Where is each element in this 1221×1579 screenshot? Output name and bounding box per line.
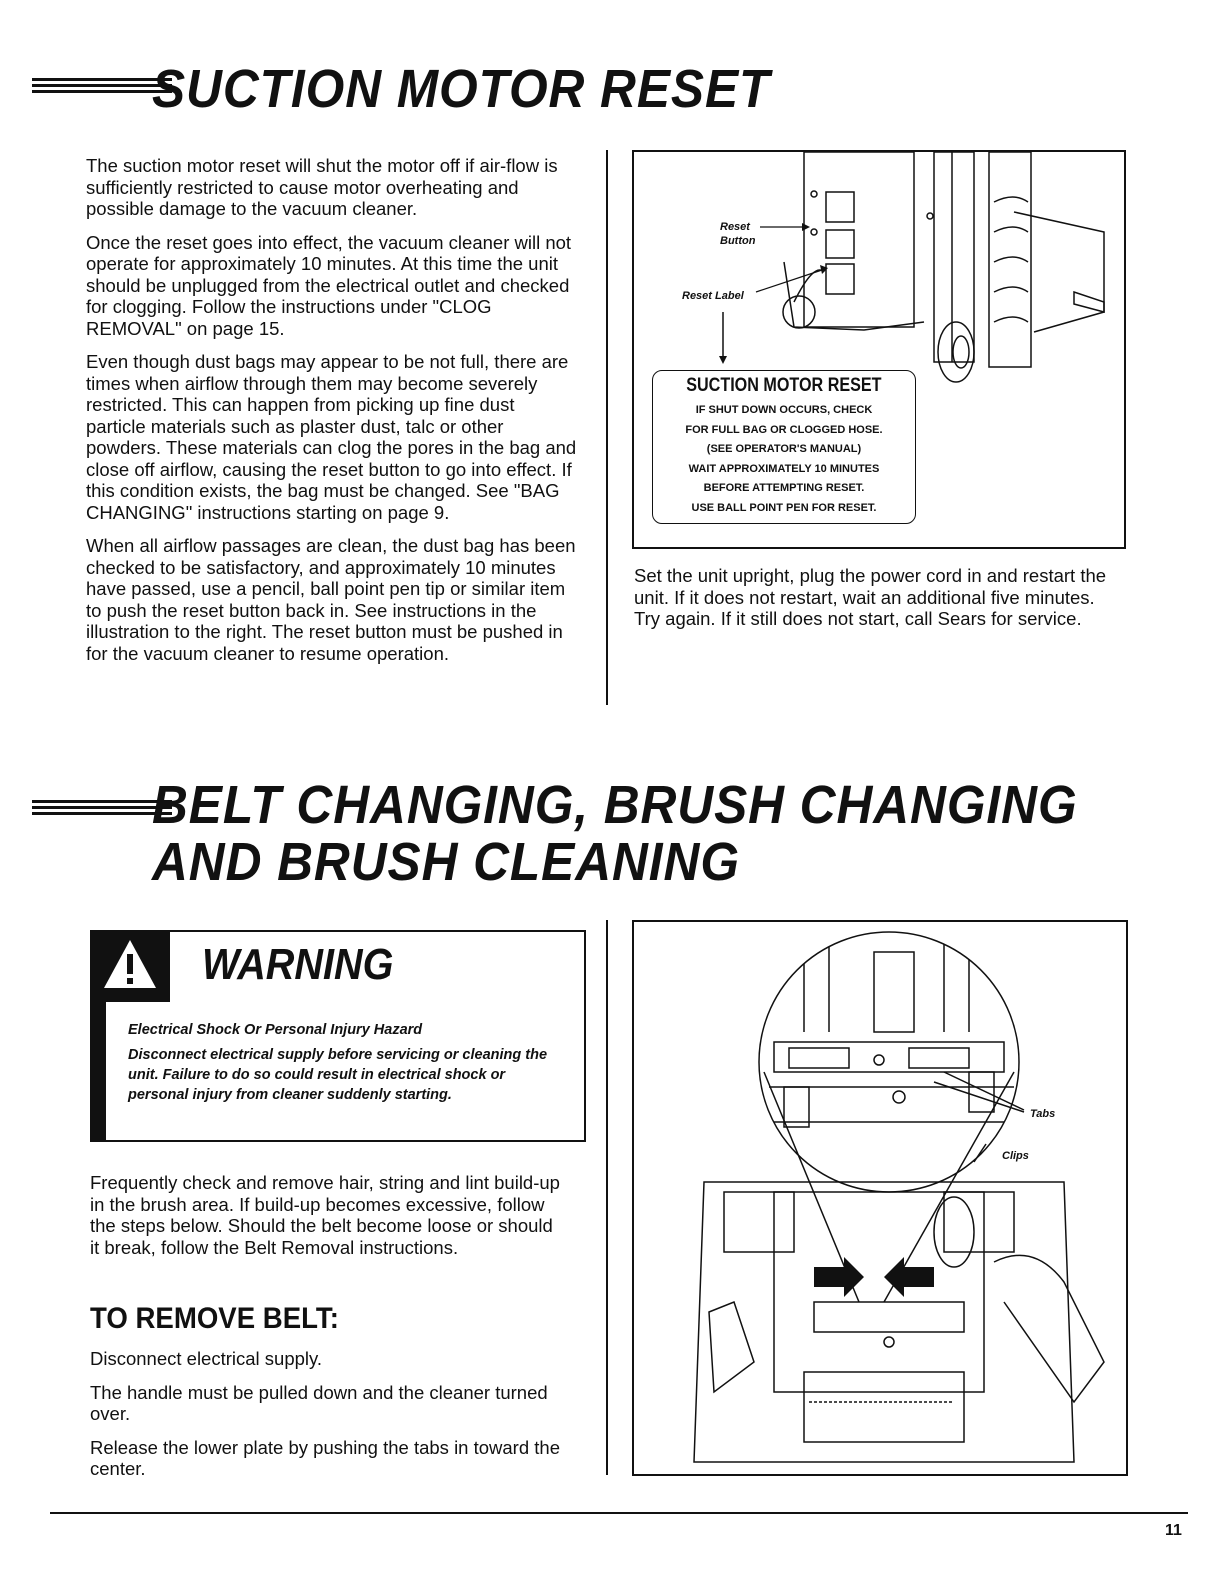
paragraph: Even though dust bags may appear to be not full, there are times when airflow through them may become severely restricted. This can happen from picking up fine dust particle materials such as plaster dust, talc or other powders. These materials can clog the pores in the bag and close off airflow, causing the reset button to go into effect. If this condition exists, the bag must be changed. See "BAG CHANGING" instructions starting on page 9.	[86, 351, 577, 523]
section-title-belt-changing: BELT CHANGING, BRUSH CHANGING	[152, 775, 1078, 835]
header-rule-lines	[32, 78, 172, 92]
warning-hazard: Electrical Shock Or Personal Injury Hazard	[128, 1022, 423, 1038]
suction-reset-text	[86, 155, 578, 676]
reset-label-line: IF SHUT DOWN OCCURS, CHECK	[695, 404, 873, 416]
column-divider	[606, 150, 608, 705]
page-number: 11	[1165, 1522, 1182, 1539]
paragraph: Once the reset goes into effect, the vacuum cleaner will not operate for approximately 10 minutes. At this time the unit should be unplugged from the electrical outlet and checked for clogging. Follow the instructions under "CLOG REMOVAL" on page 15.	[86, 231, 572, 339]
remove-belt-heading: TO REMOVE BELT:	[90, 1302, 339, 1335]
reset-warning-label	[652, 370, 916, 524]
paragraph: When all airflow passages are clean, the dust bag has been checked to be satisfactory, and approximately 10 minutes have passed, use a pencil, ball point pen tip or similar item to push the reset button back in. See instructions in the illustration to the right. The reset button must be pushed in for the vacuum cleaner to resume operation.	[86, 535, 576, 664]
warning-box	[90, 930, 586, 1142]
reset-label-label: Reset Label	[682, 290, 744, 302]
belt-figure	[632, 920, 1128, 1476]
section-title-brush-cleaning: AND BRUSH CLEANING	[152, 832, 740, 892]
step: Disconnect electrical supply.	[90, 1348, 323, 1369]
reset-button-label: Reset Button	[720, 221, 756, 247]
section-title-suction-motor-reset: SUCTION MOTOR RESET	[152, 59, 771, 119]
footer-rule	[50, 1512, 1188, 1514]
column-divider	[606, 920, 608, 1475]
warning-icon-block	[90, 930, 170, 1002]
warning-title: WARNING	[202, 940, 394, 989]
reset-label-line: USE BALL POINT PEN FOR RESET.	[691, 501, 877, 514]
warning-triangle-icon	[90, 930, 170, 1002]
step: The handle must be pulled down and the cleaner turned over.	[90, 1381, 548, 1424]
paragraph: The suction motor reset will shut the motor off if air-flow is sufficiently restricted to cause motor overheating and possible damage to the vacuum cleaner.	[86, 155, 558, 219]
reset-label-line: FOR FULL BAG OR CLOGGED HOSE.	[685, 423, 883, 436]
brush-intro-text: Frequently check and remove hair, string and lint build-up in the brush area. If build-up becomes excessive, follow the steps below. Should the belt become loose or should it break, follow the Belt Removal instructions.	[90, 1172, 560, 1258]
remove-belt-steps	[90, 1348, 560, 1492]
reset-label-line: (SEE OPERATOR'S MANUAL)	[706, 443, 862, 455]
warning-left-bar	[90, 1002, 106, 1142]
reset-label-line: BEFORE ATTEMPTING RESET.	[703, 482, 865, 494]
header-rule-lines	[32, 800, 172, 814]
clips-label: Clips	[1002, 1150, 1029, 1162]
tabs-label: Tabs	[1030, 1108, 1056, 1120]
restart-text: Set the unit upright, plug the power cord in and restart the unit. If it does not restart, wait an additional five minutes. Try again. If it still does not start, call Sears for service.	[634, 565, 1107, 629]
reset-figure	[632, 150, 1126, 549]
reset-label-line: WAIT APPROXIMATELY 10 MINUTES	[688, 462, 880, 475]
lower-plate-illustration	[634, 922, 1126, 1474]
step: Release the lower plate by pushing the tabs in toward the center.	[90, 1436, 560, 1479]
reset-label-title: SUCTION MOTOR RESET	[686, 375, 882, 396]
warning-text: Disconnect electrical supply before servicing or cleaning the unit. Failure to do so could result in electrical shock or personal injury from cleaner suddenly starting.	[128, 1047, 548, 1103]
